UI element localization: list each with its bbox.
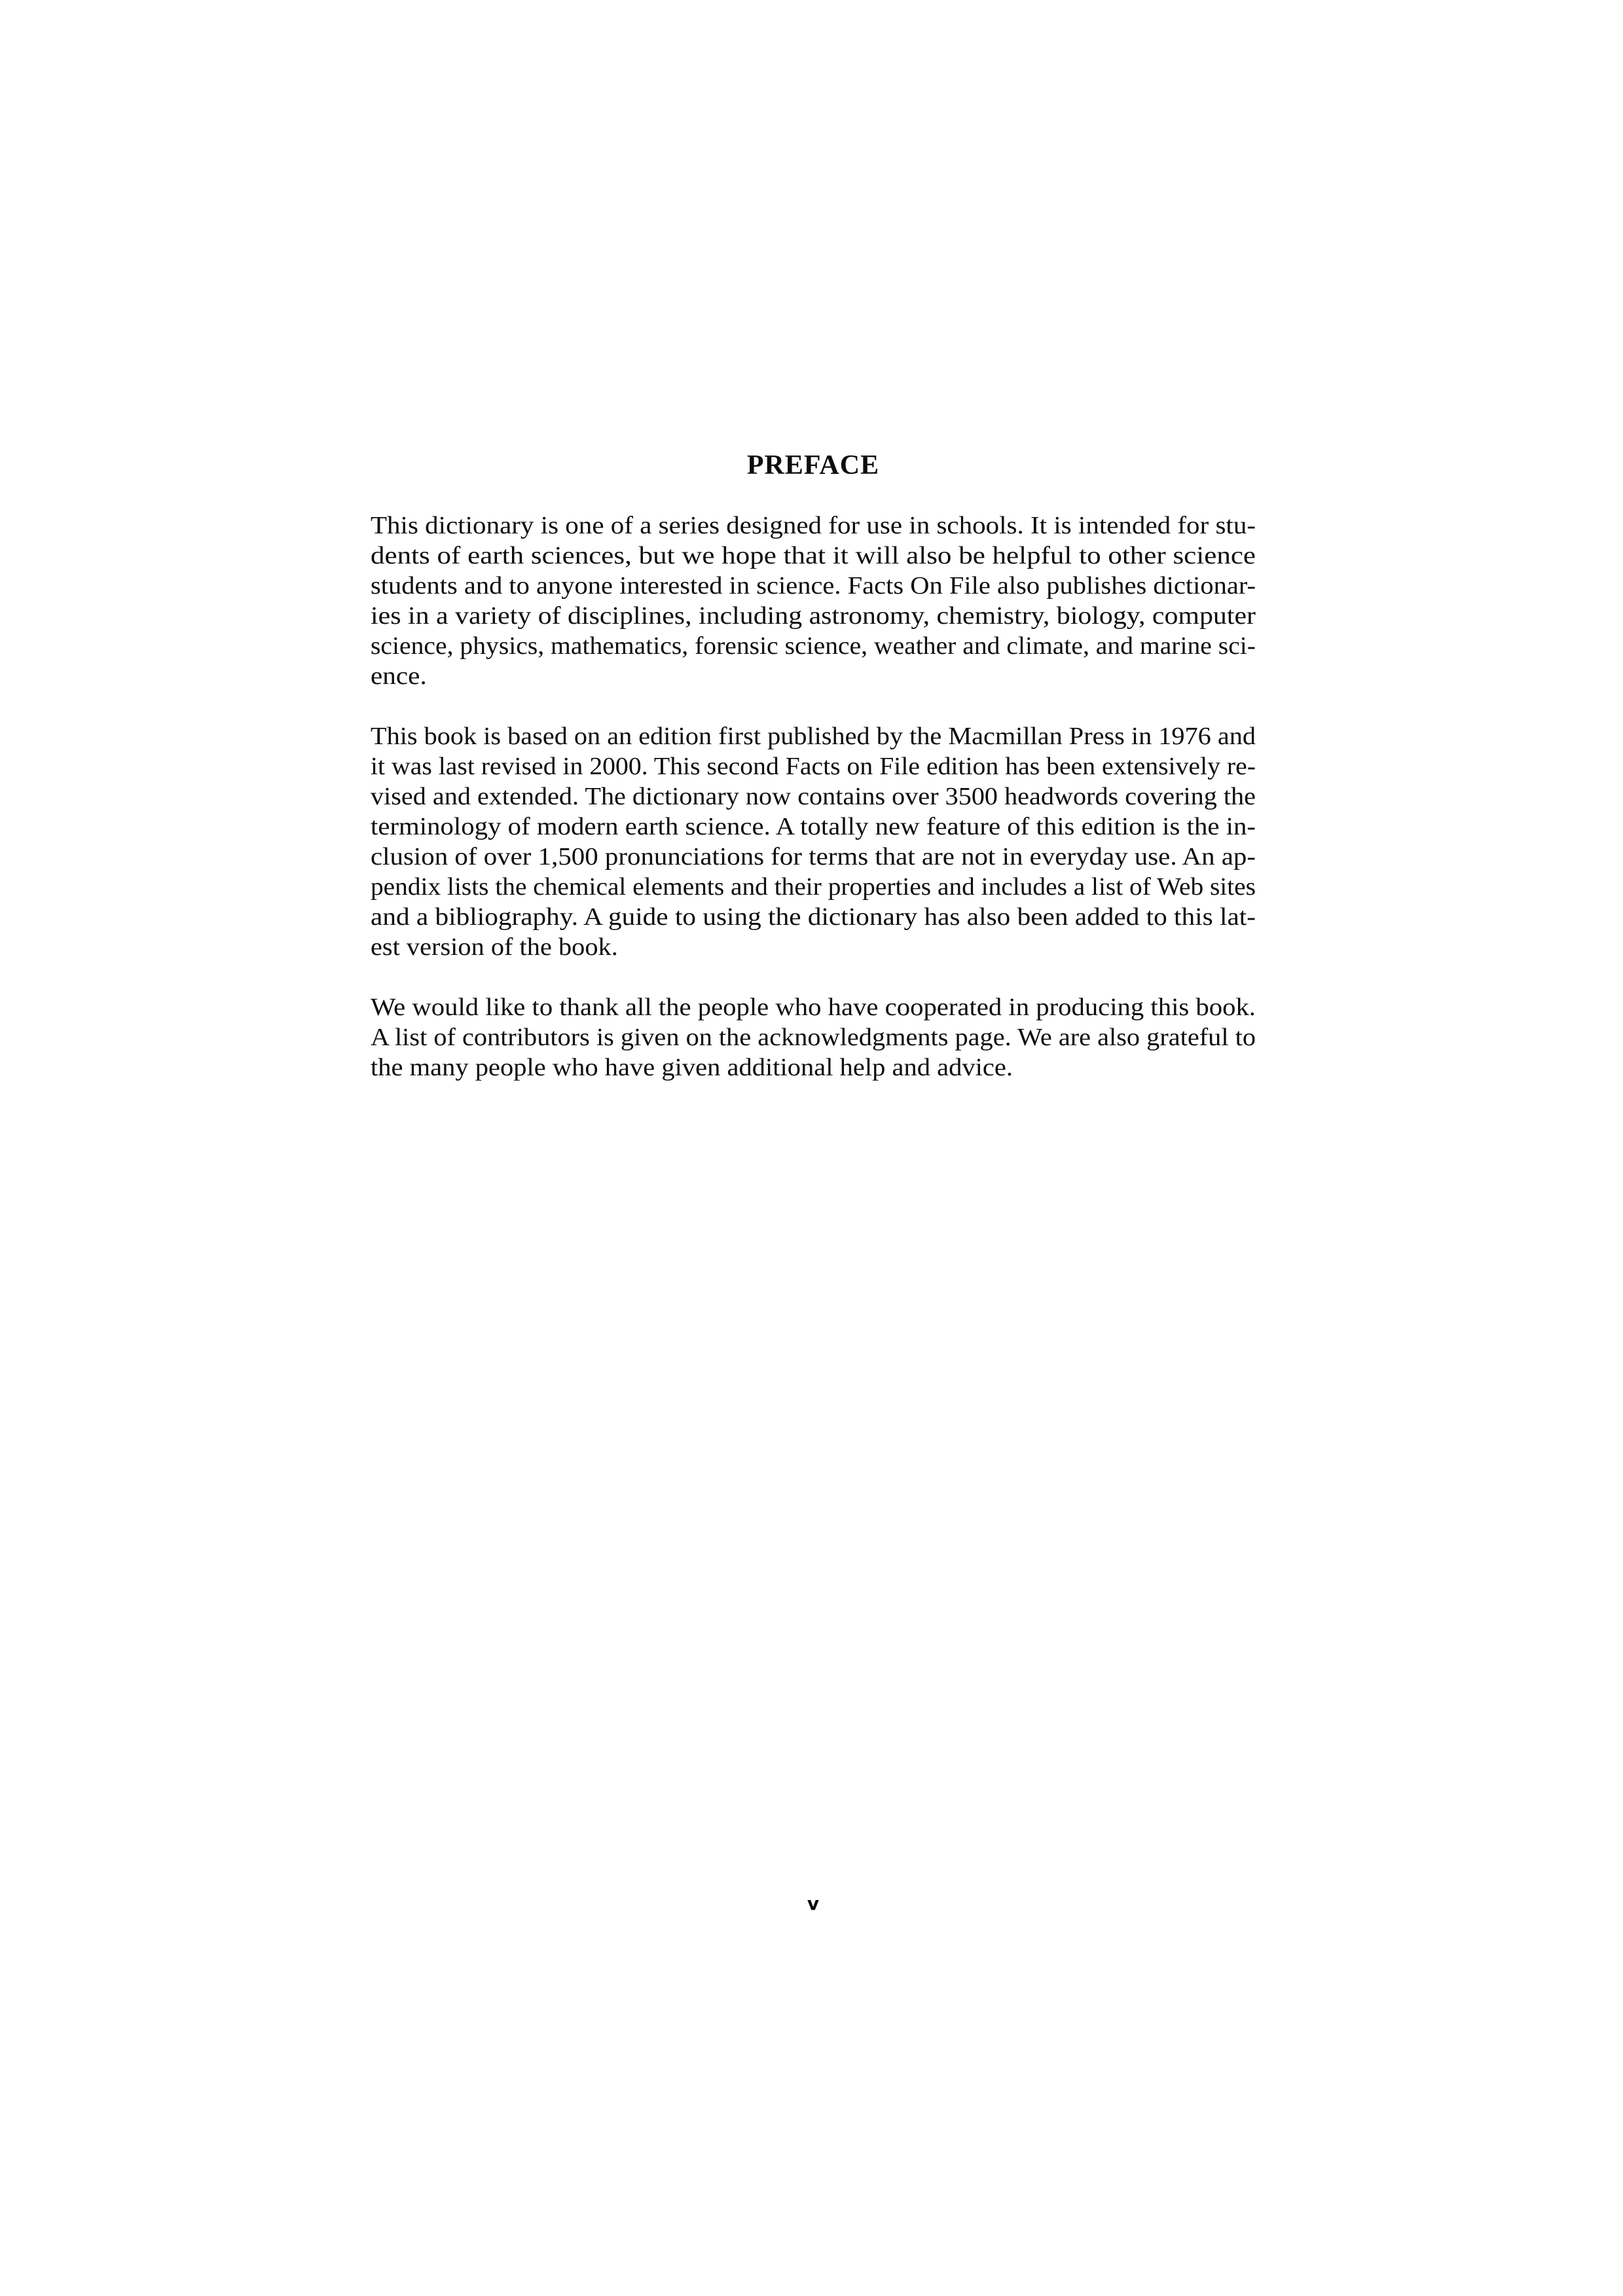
text-line-content: vised and extended. The dictionary now contains over 3500 headwords covering the (371, 783, 1256, 810)
text-line (371, 1052, 1256, 1083)
text-line-content: est version of the book. (371, 933, 618, 961)
text-line (371, 781, 1256, 812)
text-line-content: it was last revised in 2000. This second Facts on File edition has been extensively re- (371, 753, 1256, 780)
text-line (371, 932, 1256, 962)
text-line-content: This dictionary is one of a series designed for use in schools. It is intended for stu- (371, 512, 1256, 539)
text-line (371, 902, 1256, 932)
text-line (371, 751, 1256, 781)
text-line (371, 721, 1256, 751)
text-line-content: This book is based on an edition first published by the Macmillan Press in 1976 and (371, 723, 1256, 750)
text-line-content: students and to anyone interested in science. Facts On File also publishes dictionar- (371, 572, 1256, 600)
text-line (371, 631, 1256, 661)
text-line (371, 541, 1256, 571)
text-line (371, 872, 1256, 902)
text-line-content: ies in a variety of disciplines, including astronomy, chemistry, biology, computer (371, 602, 1256, 630)
text-line-content: dents of earth sciences, but we hope that it will also be helpful to other science (371, 542, 1256, 569)
text-line (371, 992, 1256, 1022)
paragraph (371, 992, 1256, 1083)
text-line-content: terminology of modern earth science. A totally new feature of this edition is the in- (371, 813, 1256, 840)
text-line-content: We would like to thank all the people who have cooperated in producing this book. (371, 994, 1256, 1021)
text-line-content: the many people who have given additional help and advice. (371, 1054, 1013, 1081)
text-line (371, 571, 1256, 601)
text-line-content: science, physics, mathematics, forensic science, weather and climate, and marine sci- (371, 632, 1256, 660)
text-line (371, 661, 1256, 691)
page-title: PREFACE (746, 450, 880, 480)
text-line-content: and a bibliography. A guide to using the dictionary has also been added to this lat- (371, 903, 1256, 931)
preface-body (371, 511, 1256, 1083)
text-line-content: A list of contributors is given on the acknowledgments page. We are also grateful to (371, 1024, 1256, 1051)
paragraph (371, 511, 1256, 691)
text-line (371, 842, 1256, 872)
page-number: v (807, 1893, 820, 1914)
text-column (371, 450, 1256, 1083)
paragraph (371, 721, 1256, 962)
text-line-content: pendix lists the chemical elements and their properties and includes a list of Web sites (371, 873, 1256, 901)
text-line (371, 601, 1256, 631)
text-line-content: ence. (371, 662, 427, 690)
text-line (371, 1022, 1256, 1052)
text-line (371, 812, 1256, 842)
text-line (371, 511, 1256, 541)
text-line-content: clusion of over 1,500 pronunciations for terms that are not in everyday use. An ap- (371, 843, 1256, 870)
